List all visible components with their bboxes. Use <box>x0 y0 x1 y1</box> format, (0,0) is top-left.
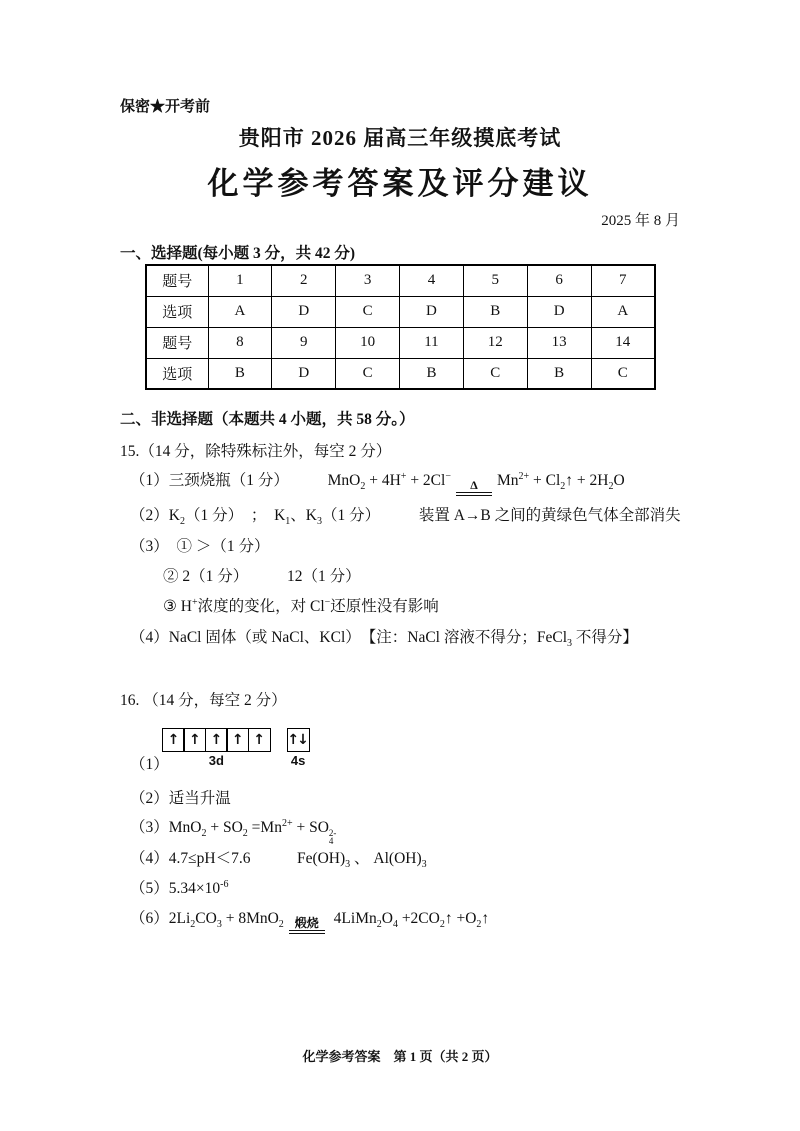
section1-heading: 一、选择题(每小题 3 分，共 42 分) <box>120 245 356 262</box>
stacked-charge: 2- 4 <box>328 828 337 846</box>
q15-answer-1: （1）三颈烧瓶（1 分） MnO$_2$ + 4H+ + 2Cl− Δ $Mn^{2+}$ + $Cl_2↑ + 2H_2O$ <box>130 470 625 496</box>
q16-answer-4: （4）4.7≤pH＜7.6 $Fe(OH)_3$ 、 $Al(OH)_3$ <box>130 850 427 871</box>
q16-answer-1 <box>130 728 450 776</box>
q15-heading: 15.（14 分，除特殊标注外，每空 2 分） <box>120 443 392 460</box>
orbital-box: ↑ <box>205 728 228 752</box>
q15-answer-4: （4）NaCl 固体（或 NaCl、KCl） 【注：NaCl 溶液不得分；FeCl$_3$ 不得分】 <box>130 629 638 650</box>
table-cell: D <box>272 358 336 389</box>
table-cell: C <box>336 358 400 389</box>
answer-table <box>145 264 656 390</box>
exam-title: 贵阳市 2026 届高三年级摸底考试 <box>238 126 562 150</box>
page-title: 化学参考答案及评分建议 <box>207 166 593 201</box>
table-cell: A <box>208 296 272 327</box>
table-cell: D <box>272 296 336 327</box>
q16-heading: 16. （14 分，每空 2 分） <box>120 692 287 709</box>
table-cell: 10 <box>336 327 400 358</box>
reaction-condition: Δ <box>456 479 492 496</box>
table-cell: C <box>463 358 527 389</box>
q15-answer-3-1: （3） ① ＞（1 分） <box>130 538 270 555</box>
answer-table-body <box>146 265 655 389</box>
orbital-3d-boxes <box>162 728 271 752</box>
table-cell: 题号 <box>146 327 208 358</box>
table-cell: D <box>527 296 591 327</box>
q15-answer-2: $(2)K_2(1$ 分） ； $K_1$、$K_3(1$ 分） 装置 A→B 之间的黄绿色气体全部消失 <box>130 507 681 528</box>
table-cell: 选项 <box>146 296 208 327</box>
table-cell: 11 <box>400 327 464 358</box>
q16-answer-2: （2）适当升温 <box>130 790 231 807</box>
orbital-3d-group <box>162 728 271 768</box>
table-row <box>146 265 655 296</box>
q15-answer-3-2: ② 2（1 分） 12（1 分） <box>163 568 361 585</box>
q16-item1-label: （1） <box>130 756 169 773</box>
table-cell: C <box>336 296 400 327</box>
orbital-box: ↑ <box>226 728 249 752</box>
exam-date: 2025 年 8 月 <box>601 213 680 229</box>
table-cell: 14 <box>591 327 655 358</box>
table-row <box>146 358 655 389</box>
table-cell: 12 <box>463 327 527 358</box>
orbital-box: ↑ <box>162 728 185 752</box>
table-cell: 2 <box>272 265 336 296</box>
table-cell: C <box>591 358 655 389</box>
orbital-4s-boxes <box>287 728 310 752</box>
table-cell: 7 <box>591 265 655 296</box>
q15-answer-3-3: ③ H+浓度的变化，对 Cl−还原性没有影响 <box>163 596 439 615</box>
table-cell: 3 <box>336 265 400 296</box>
confidentiality-notice: 保密★开考前 <box>120 99 211 115</box>
table-cell: 13 <box>527 327 591 358</box>
page-footer: 化学参考答案 第 1 页（共 2 页） <box>302 1049 498 1064</box>
orbital-box: ↑ <box>183 728 206 752</box>
table-cell: B <box>208 358 272 389</box>
table-cell: 5 <box>463 265 527 296</box>
table-cell: 8 <box>208 327 272 358</box>
orbital-diagram <box>162 728 310 768</box>
table-cell: B <box>463 296 527 327</box>
table-cell: 4 <box>400 265 464 296</box>
table-cell: 6 <box>527 265 591 296</box>
orbital-4s-group <box>287 728 310 768</box>
table-cell: D <box>400 296 464 327</box>
table-cell: B <box>400 358 464 389</box>
table-cell: B <box>527 358 591 389</box>
q16-answer-5: $(5)5.34\times 10^{-6}$ <box>130 878 229 897</box>
section2-heading: 二、非选择题（本题共 4 小题，共 58 分。） <box>120 411 415 428</box>
table-cell: A <box>591 296 655 327</box>
table-cell: 1 <box>208 265 272 296</box>
orbital-box: ↑↓ <box>287 728 310 752</box>
table-cell: 9 <box>272 327 336 358</box>
reaction-condition: 煅烧 <box>289 917 325 934</box>
table-row <box>146 296 655 327</box>
table-row <box>146 327 655 358</box>
q16-answer-3: $(3)MnO_2 + SO_2 =Mn^{2+}$ + SO 2- 4 <box>130 817 337 846</box>
orbital-box: ↑ <box>248 728 271 752</box>
orbital-4s-label: 4s <box>290 753 306 768</box>
table-cell: 题号 <box>146 265 208 296</box>
q16-answer-6: $(6)2Li_2CO_3 + 8MnO_2$ 煅烧 $4LiMn_2O_4$ $+2CO_2↑$ $+O_2↑$ <box>130 908 489 934</box>
orbital-3d-label: 3d <box>208 753 224 768</box>
table-cell: 选项 <box>146 358 208 389</box>
